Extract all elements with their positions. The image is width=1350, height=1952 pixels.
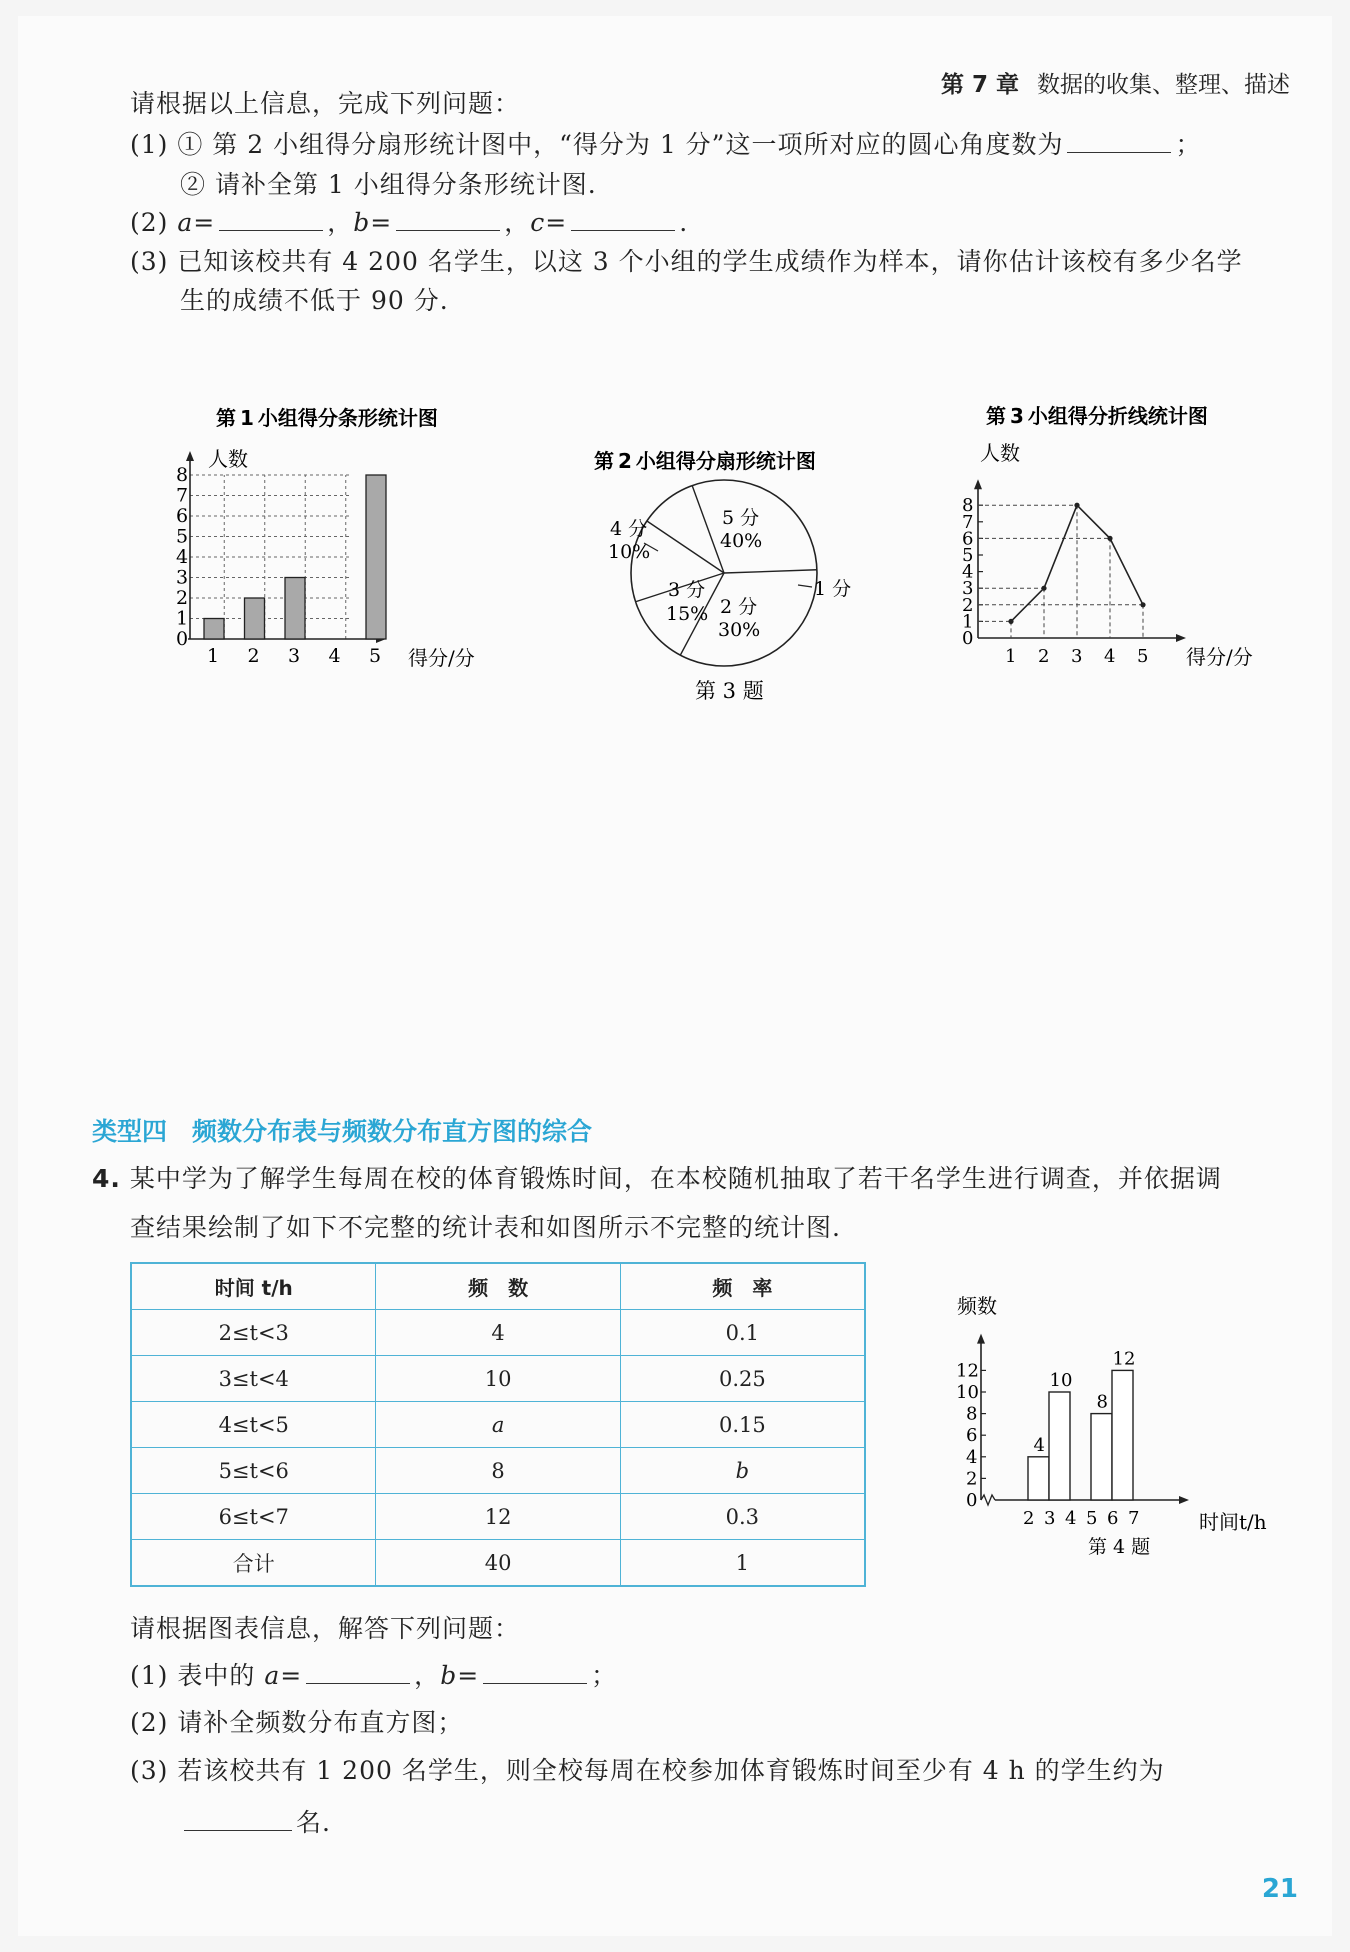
data-point [1140,602,1145,607]
x-tick-label: 5 [369,645,382,667]
comma: ， [414,1661,441,1690]
q4-part3-line2 [180,1806,331,1840]
semicolon: ； [1175,130,1202,159]
q4-part1 [130,1659,617,1693]
col-header-frequency: 频 数 [376,1263,620,1310]
y-tick-label: 4 [966,1446,978,1468]
cell: 合计 [131,1540,376,1587]
var-b: b [440,1661,458,1690]
histogram-bar [1049,1392,1070,1500]
q4-intro: 请根据图表信息，解答下列问题： [130,1614,521,1643]
equals: = [545,208,568,237]
y-tick-label: 8 [176,464,189,486]
pie2-title: 第 2 小组得分扇形统计图 [594,449,816,473]
equals: = [370,208,393,237]
q3-part3-line1: (3) 已知该校共有 4 200 名学生，以这 3 个小组的学生成绩作为样本，请你估计该校有多少名学 [130,247,1243,276]
y-tick-label: 3 [176,566,189,589]
y-tick-label: 12 [956,1360,979,1382]
q4-line1-text: 某中学为了解学生每周在校的体育锻炼时间，在本校随机抽取了若干名学生进行调查，并依据调 [129,1164,1222,1193]
y-tick-label: 2 [962,594,974,616]
data-point [1041,586,1046,591]
q3-part2 [130,206,688,240]
y-tick-label: 3 [962,578,974,600]
line3-xlabel: 得分/分 [1186,645,1253,669]
table-row [131,1356,865,1402]
y-tick-label: 2 [966,1468,978,1490]
equals: = [457,1661,480,1690]
data-point [1008,619,1013,624]
pie2-caption: 第 3 题 [695,679,764,703]
hist4-xlabel: 时间t/h [1199,1510,1267,1534]
cell: 3≤t<4 [131,1356,376,1402]
q3-part1a-text: (1) ① 第 2 小组得分扇形统计图中，“得分为 1 分”这一项所对应的圆心角度数为 [130,130,1064,159]
x-tick-label: 4 [1065,1508,1077,1529]
q4-part3-end: 名. [296,1808,331,1837]
bar-data-label: 4 [1033,1434,1045,1456]
cell: 0.3 [620,1494,865,1540]
histogram-bar [1091,1414,1112,1500]
bar1-xlabel: 得分/分 [408,646,475,670]
cell: 1 [620,1540,865,1587]
cell: a [376,1402,620,1448]
slice-label: 2 分 [720,596,758,618]
comma: ， [327,208,354,237]
equals: = [280,1661,303,1690]
table-row [131,1540,865,1587]
section-title: 类型四 频数分布表与频数分布直方图的综合 [92,1117,593,1146]
period: . [679,208,689,237]
y-tick-label: 0 [176,628,189,650]
y-axis-arrow [977,1334,985,1344]
data-point [1107,536,1112,541]
y-tick-label: 6 [962,528,974,550]
y-tick-label: 5 [962,545,974,566]
answer-blank-c[interactable] [571,208,675,231]
line3-plot [962,479,1186,667]
y-tick-label: 8 [962,495,974,517]
q4-number: 4. [92,1164,121,1193]
y-tick-label: 6 [966,1425,978,1447]
cell: 12 [376,1494,620,1540]
q3-part1a [130,128,1202,162]
q3-intro: 请根据以上信息，完成下列问题： [130,89,521,118]
x-tick-label: 7 [1128,1508,1140,1529]
bar-data-label: 12 [1112,1348,1136,1370]
x-tick-label: 6 [1107,1508,1119,1529]
table-row [131,1494,865,1540]
hist4-ylabel: 频数 [957,1294,997,1318]
y-tick-label: 4 [176,546,189,568]
cell: 0.25 [620,1356,865,1402]
chapter-number: 第 7 章 [940,72,1019,98]
slice-divider [647,521,724,573]
y-tick-label: 10 [956,1382,979,1403]
table-row [131,1448,865,1494]
cell: b [620,1448,865,1494]
histogram-bar [1112,1370,1133,1500]
x-tick-label: 2 [1038,646,1050,667]
hist4-caption: 第 4 题 [1088,1536,1151,1558]
y-axis-arrow [186,451,194,461]
x-tick-label: 3 [1071,646,1083,667]
page-number: 21 [1261,1874,1298,1904]
hist4-plot [956,1334,1189,1529]
pie-chart-group2 [570,440,890,710]
data-point [1074,503,1079,508]
y-tick-label: 7 [176,484,189,507]
cell: 5≤t<6 [131,1448,376,1494]
bar1-plot [176,451,386,667]
line-chart-group3 [950,398,1290,678]
q3-part3-line2: 生的成绩不低于 90 分. [180,286,449,315]
table-header-row [131,1263,865,1310]
table-row [131,1402,865,1448]
y-tick-label: 5 [176,525,189,548]
slice-percent: 40% [720,530,763,552]
part2-label: (2) [130,208,178,237]
bar1-ylabel: 人数 [208,447,248,471]
y-tick-label: 1 [176,607,189,630]
col-header-time: 时间 t/h [131,1263,376,1310]
bar [366,475,386,639]
comma: ， [504,208,531,237]
leader-line [798,585,812,587]
answer-blank-a[interactable] [306,1661,410,1684]
slice-label: 1 分 [814,578,852,600]
q4-part2: (2) 请补全频数分布直方图； [130,1708,464,1737]
line3-ylabel: 人数 [980,441,1020,465]
slice-percent: 10% [608,541,651,563]
chapter-header [941,66,1290,99]
y-tick-label: 2 [176,587,189,609]
bar [204,619,224,640]
y-tick-label: 8 [966,1403,978,1425]
q3-part1b: ② 请补全第 1 小组得分条形统计图. [180,170,597,199]
x-axis-arrow [1179,1496,1189,1504]
cell: 4≤t<5 [131,1402,376,1448]
equals: = [193,208,216,237]
x-tick-label: 2 [247,645,260,667]
frequency-table [130,1262,866,1587]
slice-label: 3 分 [668,579,706,601]
axis-break [981,1495,995,1505]
cell: 0.1 [620,1310,865,1356]
x-tick-label: 4 [328,645,341,667]
line3-title: 第 3 小组得分折线统计图 [986,404,1208,428]
x-tick-label: 3 [288,645,301,667]
y-tick-label: 6 [176,505,189,527]
x-tick-label: 3 [1044,1508,1056,1529]
bar [285,578,305,640]
bar [245,598,265,639]
answer-blank-a[interactable] [219,208,323,231]
cell: 10 [376,1356,620,1402]
x-tick-label: 2 [1023,1508,1035,1529]
y-tick-label: 7 [962,511,974,533]
answer-blank[interactable] [184,1808,292,1831]
histogram-q4 [945,1280,1300,1570]
bar-chart-group1 [170,400,510,680]
chapter-title: 数据的收集、整理、描述 [1037,72,1290,98]
q4-part3-line1: (3) 若该校共有 1 200 名学生，则全校每周在校参加体育锻炼时间至少有 4 h 的学生约为 [130,1756,1165,1785]
y-tick-label: 0 [966,1490,978,1511]
pie2-plot [608,480,851,666]
bar-data-label: 8 [1096,1391,1108,1413]
answer-blank-b[interactable] [396,208,500,231]
col-header-rate: 频 率 [620,1263,865,1310]
slice-percent: 15% [666,603,709,625]
cell: 6≤t<7 [131,1494,376,1540]
cell: 2≤t<3 [131,1310,376,1356]
cell: 40 [376,1540,620,1587]
q4-line2: 查结果绘制了如下不完整的统计表和如图所示不完整的统计图. [130,1213,841,1242]
answer-blank-b[interactable] [483,1661,587,1684]
x-tick-label: 1 [207,645,220,667]
slice-percent: 30% [718,619,761,641]
y-tick-label: 4 [962,561,974,583]
var-c: c [530,208,546,237]
var-a: a [177,208,194,237]
bar1-title: 第 1 小组得分条形统计图 [216,406,438,430]
var-a: a [264,1661,281,1690]
cell: 0.15 [620,1402,865,1448]
slice-label: 4 分 [610,518,648,540]
x-tick-label: 5 [1086,1508,1098,1529]
bar-data-label: 10 [1049,1370,1073,1391]
answer-blank[interactable] [1067,130,1171,153]
q4-part1-label: (1) 表中的 [130,1661,265,1690]
semicolon: ； [591,1661,618,1690]
slice-label: 5 分 [722,507,760,529]
x-tick-label: 4 [1104,646,1116,667]
histogram-bar [1028,1457,1049,1500]
var-b: b [353,208,371,237]
x-tick-label: 5 [1137,646,1149,667]
y-tick-label: 0 [962,628,974,649]
cell: 8 [376,1448,620,1494]
x-tick-label: 1 [1005,646,1017,667]
y-tick-label: 1 [962,611,974,633]
slice-divider [724,570,817,573]
cell: 4 [376,1310,620,1356]
x-axis-arrow [1176,634,1186,642]
y-axis-arrow [974,479,982,489]
q4-line1 [92,1162,1222,1196]
table-row [131,1310,865,1356]
